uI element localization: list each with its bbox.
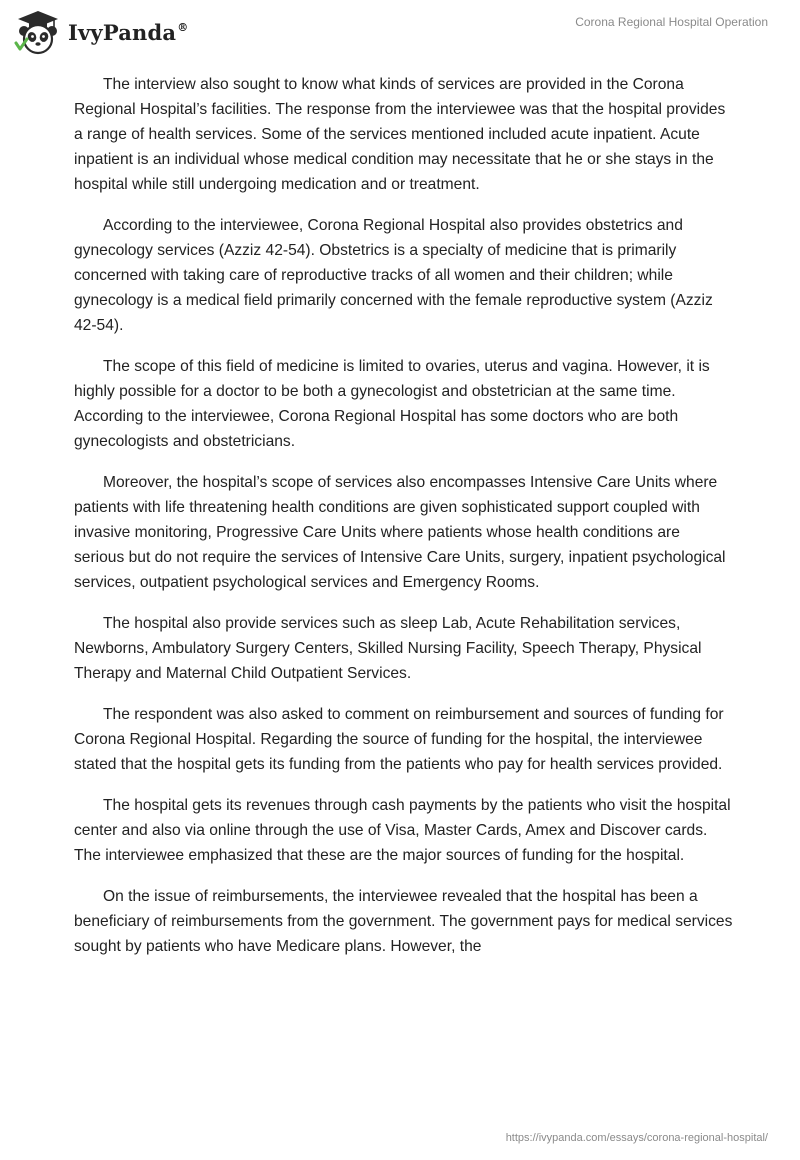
paragraph-3: The scope of this field of medicine is limited to ovaries, uterus and vagina. However, it is highly possible for a doctor to be both a gynecologist and obstetrician at the same time. According to the interviewee, Corona Regional Hospital has some doctors who are both gynecologists and obstetricians.	[74, 358, 710, 450]
paragraph-5: The hospital also provide services such as sleep Lab, Acute Rehabilitation services, Newborns, Ambulatory Surgery Centers, Skilled Nursing Facility, Speech Therapy, Physical Therapy and Maternal Child Outpatient Services.	[74, 615, 702, 682]
source-url-link[interactable]: https://ivypanda.com/essays/corona-regional-hospital/	[505, 1132, 768, 1144]
paragraph-7: The hospital gets its revenues through cash payments by the patients who visit the hospital center and also via online through the use of Visa, Master Cards, Amex and Discover cards. The interviewee emphasized that these are the major sources of funding for the hospital.	[74, 797, 731, 864]
registered-mark: ®	[177, 20, 189, 34]
ivypanda-logo[interactable]	[14, 8, 188, 56]
paragraph-2: According to the interviewee, Corona Regional Hospital also provides obstetrics and gynecology services (Azziz 42-54). Obstetrics is a specialty of medicine that is primarily concerned with taking care of reproductive tracks of all women and their children; while gynecology is a medical field primarily concerned with the female reproductive system (Azziz 42-54).	[74, 217, 713, 334]
paragraph-4: Moreover, the hospital’s scope of services also encompasses Intensive Care Units where patients with life threatening health conditions are given sophisticated support coupled with invasive monitoring, Progressive Care Units where patients whose health conditions are serious but do not require the services of Intensive Care Units, surgery, inpatient psychological services, outpatient psychological services and Emergency Rooms.	[74, 474, 726, 591]
document-running-title: Corona Regional Hospital Operation	[575, 15, 768, 29]
brand-name: IvyPanda®	[68, 19, 189, 45]
paragraph-8: On the issue of reimbursements, the interviewee revealed that the hospital has been a beneficiary of reimbursements from the government. The government pays for medical services sought by patients who have Medicare plans. However, the	[74, 888, 733, 955]
page-header	[0, 0, 800, 60]
paragraph-1: The interview also sought to know what kinds of services are provided in the Corona Regional Hospital’s facilities. The response from the interviewee was that the hospital provides a range of health services. Some of the services mentioned included acute inpatient. Acute inpatient is an individual whose medical condition may necessitate that he or she stays in the hospital while still undergoing medication and or treatment.	[74, 76, 726, 193]
essay-body	[74, 72, 734, 975]
paragraph-6: The respondent was also asked to comment on reimbursement and sources of funding for Corona Regional Hospital. Regarding the source of funding for the hospital, the interviewee stated that the hospital gets its funding from the patients who pay for health services provided.	[74, 706, 724, 773]
panda-graduate-icon	[14, 9, 62, 55]
